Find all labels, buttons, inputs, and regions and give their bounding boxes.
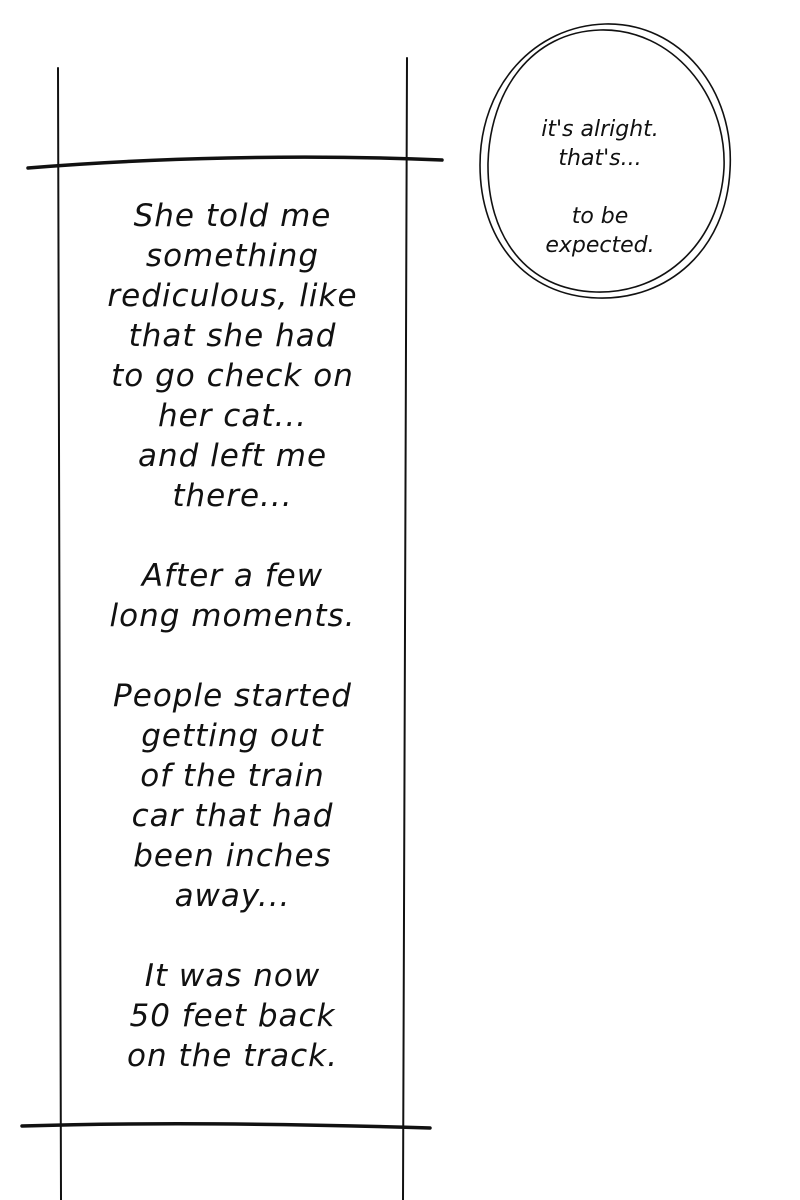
box-top-border [28, 157, 442, 168]
box-bottom-border [22, 1124, 430, 1128]
box-right-border [403, 58, 407, 1200]
box-left-border [58, 68, 61, 1200]
speech-bubble-text: it's alright. that's... to be expected. [541, 117, 659, 258]
narration-text: She told me something rediculous, like that she had to go check on her cat... and left me there... After a few long moments. People started getting out of the train car that had been inches away... It was now 50 feet back on the track. [107, 198, 358, 1074]
